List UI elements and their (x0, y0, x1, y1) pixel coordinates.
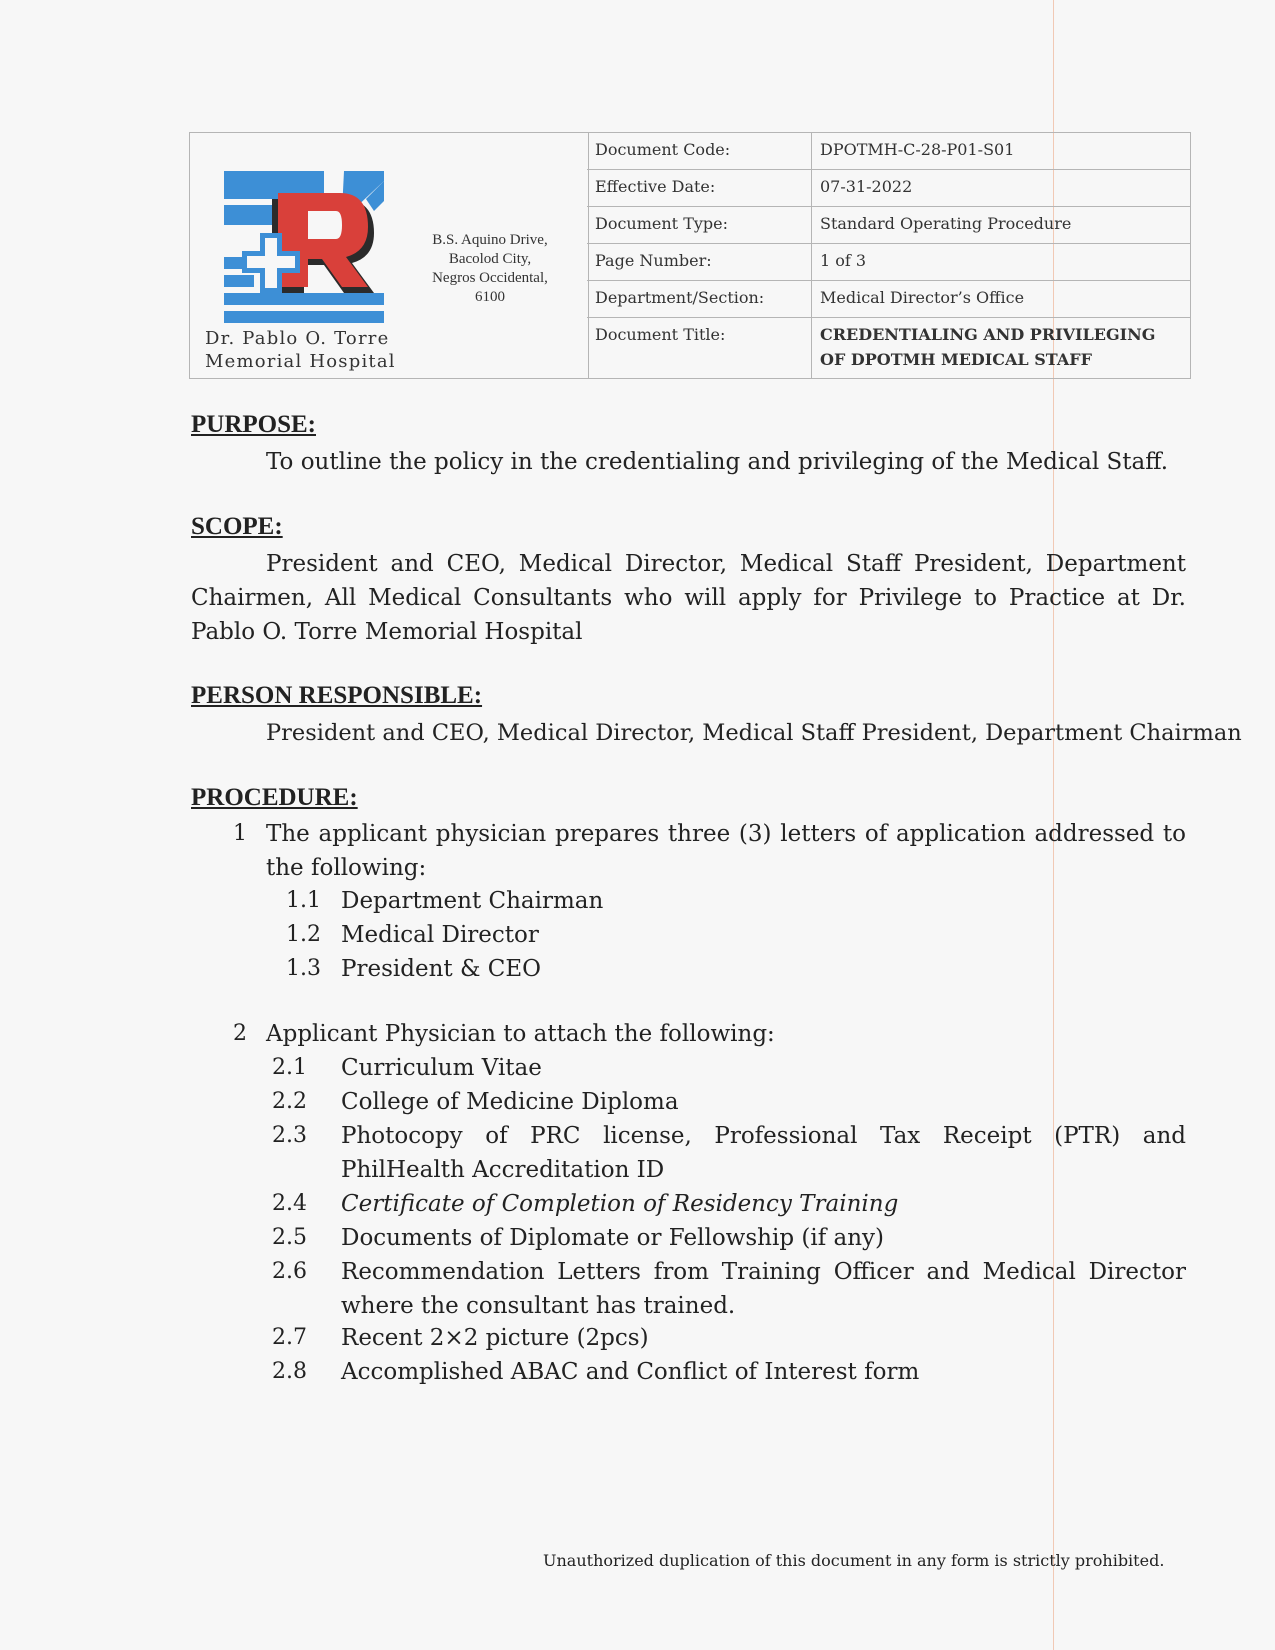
item-number: 1.3 (286, 956, 321, 981)
list-item: Certificate of Completion of Residency Training (341, 1191, 899, 1217)
item-number: 1.1 (286, 888, 321, 913)
hospital-identity-cell (190, 133, 589, 378)
list-item: President & CEO (341, 956, 541, 982)
item-number: 2.7 (272, 1325, 307, 1350)
document-header-table (189, 132, 1191, 379)
hospital-name (205, 327, 445, 373)
hospital-address (420, 231, 560, 307)
metadata-row-department (587, 281, 1190, 318)
hospital-name-line2: Memorial Hospital (205, 351, 396, 372)
metadata-label: Page Number: (587, 244, 812, 280)
purpose-heading: PURPOSE: (191, 411, 316, 438)
item-number: 2.8 (272, 1359, 307, 1384)
item-number: 2.1 (272, 1055, 307, 1080)
metadata-value: 07-31-2022 (820, 177, 913, 196)
list-item: Recent 2×2 picture (2pcs) (341, 1325, 649, 1351)
item-number: 2.3 (272, 1123, 307, 1148)
address-line: Bacolod City, (448, 251, 532, 267)
metadata-value: 1 of 3 (820, 251, 867, 270)
metadata-value: DPOTMH-C-28-P01-S01 (820, 140, 1015, 159)
list-item: Documents of Diplomate or Fellowship (if any) (341, 1225, 885, 1251)
step-number: 2 (233, 1021, 247, 1046)
metadata-value: Medical Director’s Office (820, 288, 1025, 307)
item-number: 2.6 (272, 1259, 307, 1284)
scope-text: President and CEO, Medical Director, Medical Staff President, Department Chairmen, All Medical Consultants who will apply for Privilege to Practice at Dr. Pablo O. Torre Memorial Hospital (191, 551, 1186, 645)
metadata-row-document-title (587, 318, 1190, 379)
list-item: Photocopy of PRC license, Professional Tax Receipt (PTR) and PhilHealth Accreditation ID (341, 1123, 1186, 1183)
metadata-label: Document Code: (587, 133, 812, 169)
item-number: 2.2 (272, 1089, 307, 1114)
footer-notice: Unauthorized duplication of this document in any form is strictly prohibited. (543, 1551, 1165, 1570)
metadata-label: Document Title: (587, 318, 812, 379)
metadata-row-effective-date (587, 170, 1190, 207)
step-1-text: The applicant physician prepares three (3) letters of application addressed to the following: (266, 821, 1186, 881)
list-item: Recommendation Letters from Training Officer and Medical Director where the consultant has trained. (341, 1259, 1186, 1319)
address-line: Negros Occidental, (432, 270, 548, 286)
list-item: Medical Director (341, 922, 539, 948)
metadata-label: Document Type: (587, 207, 812, 243)
hospital-logo (224, 171, 384, 323)
metadata-row-document-code (587, 133, 1190, 170)
address-line: 6100 (475, 289, 505, 305)
metadata-label: Effective Date: (587, 170, 812, 206)
item-number: 2.5 (272, 1225, 307, 1250)
hospital-name-line1: Dr. Pablo O. Torre (205, 328, 390, 349)
document-title: CREDENTIALING AND PRIVILEGING OF DPOTMH MEDICAL STAFF (820, 325, 1156, 369)
address-line: B.S. Aquino Drive, (432, 232, 548, 248)
scope-heading: SCOPE: (191, 513, 283, 540)
metadata-row-document-type (587, 207, 1190, 244)
person-responsible-text: President and CEO, Medical Director, Medical Staff President, Department Chairman (266, 720, 1242, 746)
step-number: 1 (233, 821, 247, 846)
list-item: College of Medicine Diploma (341, 1089, 679, 1115)
item-number: 2.4 (272, 1191, 307, 1216)
step-2-text: Applicant Physician to attach the following: (266, 1021, 775, 1047)
purpose-text: To outline the policy in the credentialing and privileging of the Medical Staff. (266, 449, 1169, 475)
document-metadata (587, 133, 1190, 379)
list-item: Department Chairman (341, 888, 604, 914)
metadata-row-page-number (587, 244, 1190, 281)
list-item: Curriculum Vitae (341, 1055, 542, 1081)
item-number: 1.2 (286, 922, 321, 947)
metadata-value: Standard Operating Procedure (820, 214, 1072, 233)
metadata-label: Department/Section: (587, 281, 812, 317)
list-item: Accomplished ABAC and Conflict of Interest form (341, 1359, 920, 1385)
person-responsible-heading: PERSON RESPONSIBLE: (191, 682, 483, 709)
procedure-heading: PROCEDURE: (191, 784, 358, 811)
